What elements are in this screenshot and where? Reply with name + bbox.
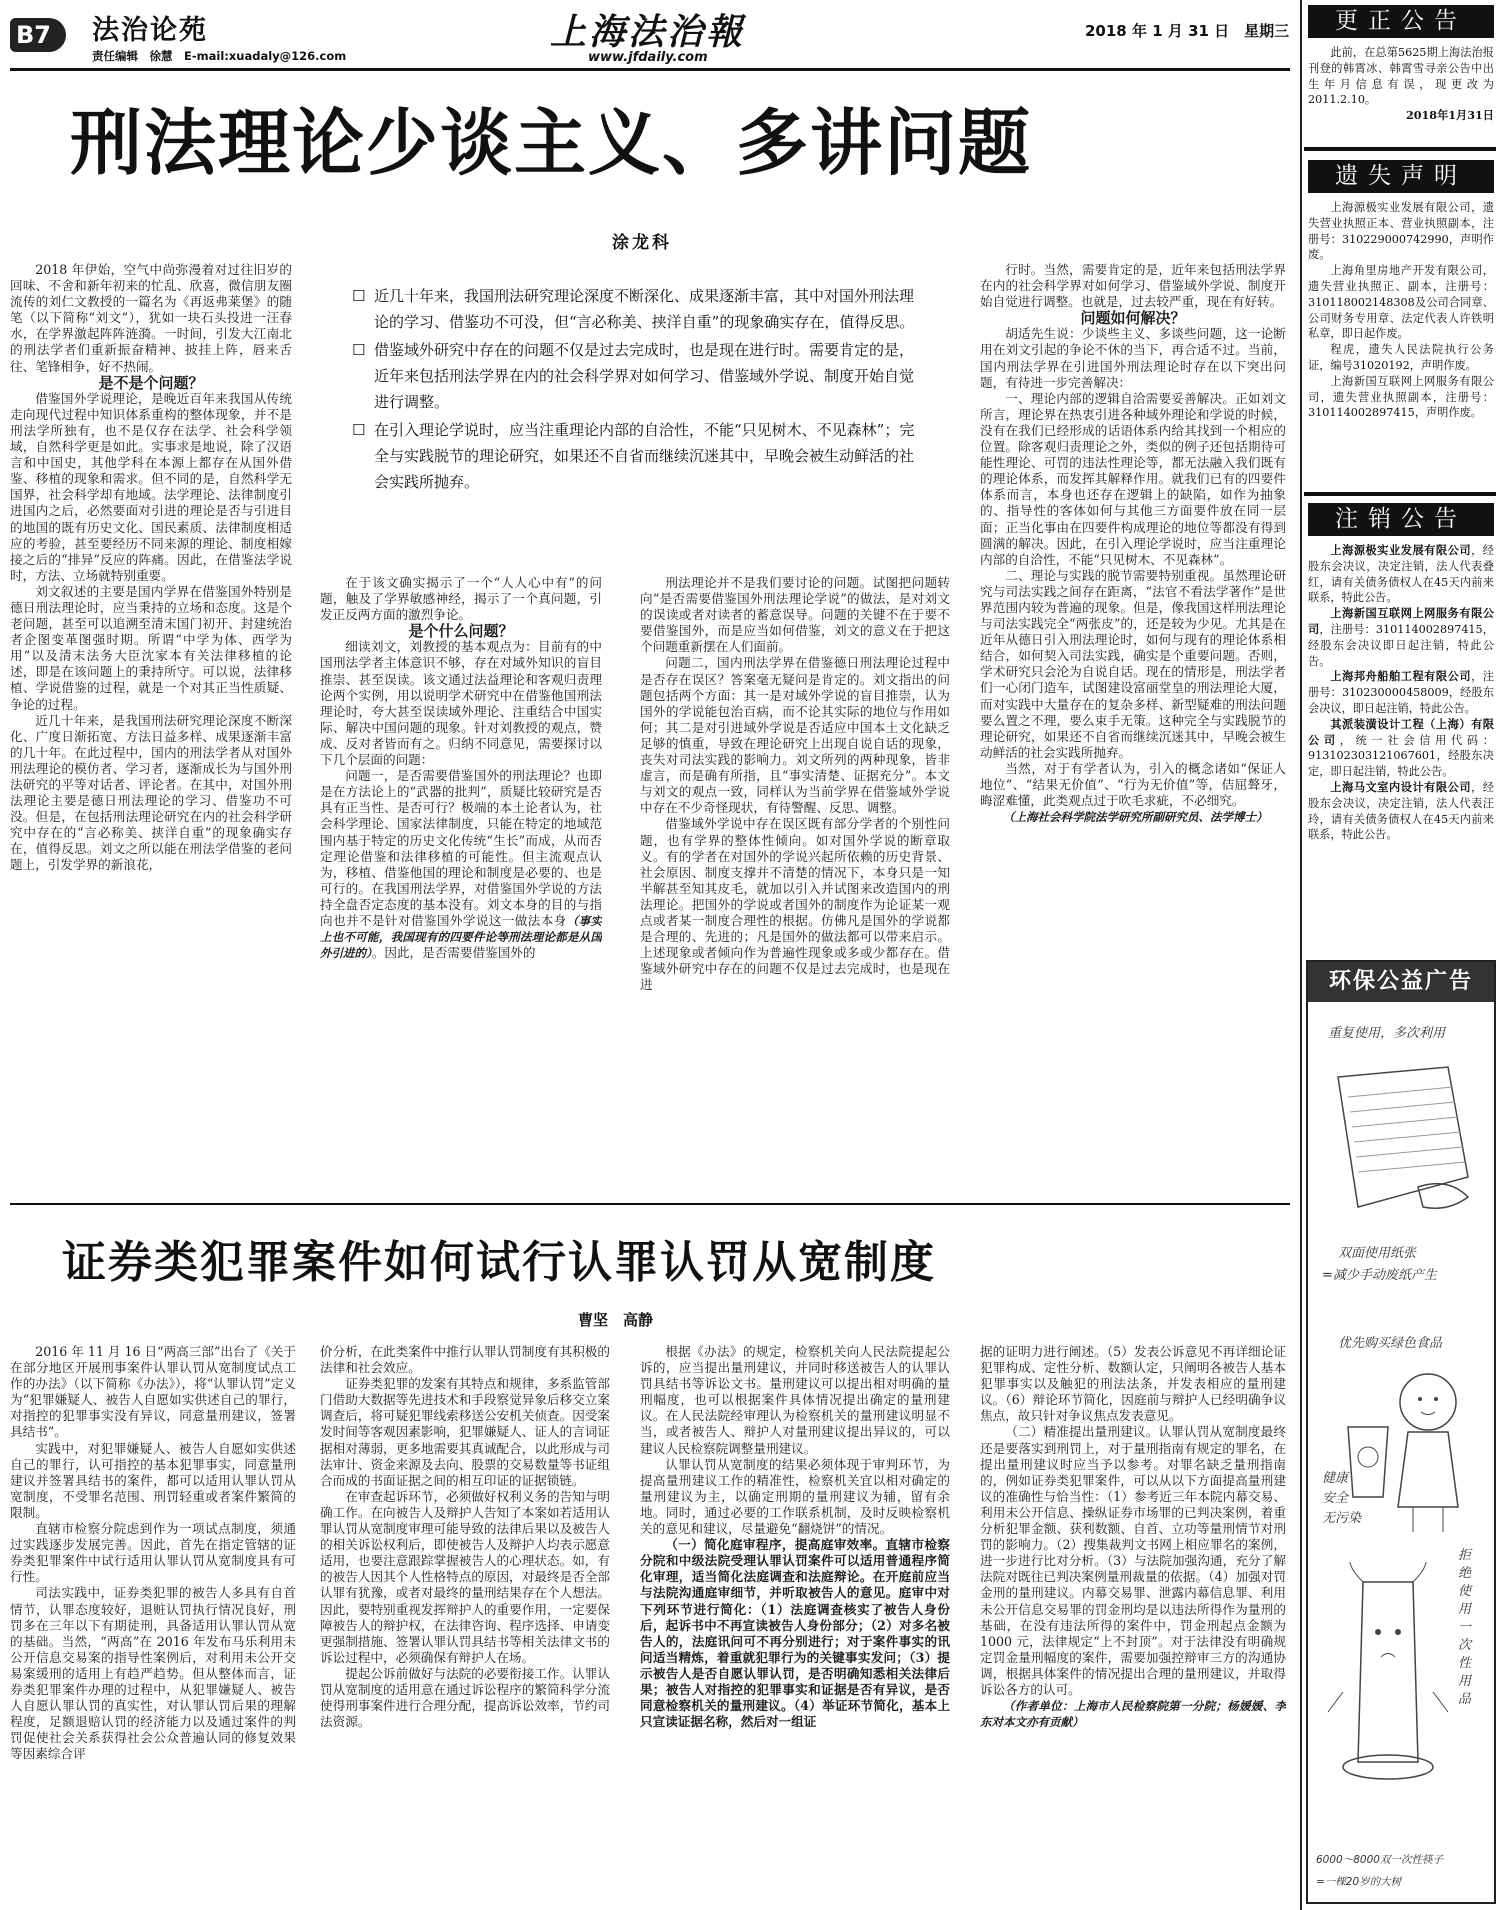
company-name: 上海邦舟船舶工程有限公司 bbox=[1330, 669, 1472, 684]
company-name: 上海新国互联网上网服务有限公司 bbox=[1308, 606, 1494, 636]
notice-text: ，注册号：310230000458009，经股东会决议，即日起注销，特此公告。 bbox=[1308, 670, 1494, 715]
correction-notice bbox=[1308, 45, 1494, 140]
subheading: 是不是个问题？ bbox=[98, 373, 204, 392]
article1-title: 刑法理论少谈主义、多讲问题 bbox=[70, 101, 1033, 185]
ad-note: 健康 bbox=[1322, 1471, 1349, 1486]
paragraph: 在于该文确实揭示了一个“人人心中有”的问题，触及了学界敏感神经，揭示了一个真问题，引发正反两方面的激烈争论。 bbox=[320, 575, 602, 623]
ad-title: 环保公益广告 bbox=[1308, 962, 1494, 1002]
article1-column-3 bbox=[640, 575, 950, 1187]
article1-author: 涂龙科 bbox=[612, 233, 672, 253]
ad-note: 安全 bbox=[1322, 1491, 1349, 1506]
header-rule bbox=[10, 68, 1290, 71]
summary-bullet bbox=[352, 337, 922, 415]
company-name: 上海源极实业发展有限公司 bbox=[1330, 543, 1472, 557]
cancellation-notices bbox=[1308, 543, 1494, 963]
paragraph: 胡适先生说：少谈些主义、多谈些问题，这一论断用在刘文引起的争论不休的当下，再合适不过。当前，国内刑法学界在引进国外刑法理论时存在以下突出问题，有待进一步完善解决： bbox=[980, 326, 1286, 390]
website-url[interactable]: www.jfdaily.com bbox=[588, 50, 708, 65]
sidebar-border bbox=[1300, 0, 1302, 1910]
editor-line: 责任编辑 徐慧 E-mail:xuadaly@126.com bbox=[92, 49, 347, 63]
paragraph: 认罪认罚从宽制度的结果必须体现于审判环节，为提高量刑建议工作的精准性，检察机关宜以相对确定的量刑建议为主，以确定刑期的量刑建议为辅，留有余地。同时，通过必要的工作联系机制，及时反映检察机关的意见和建议，尽量避免“翻烧饼”的情况。 bbox=[640, 1456, 950, 1537]
article2-column-2 bbox=[320, 1344, 610, 1904]
paragraph: 刑法理论并不是我们要讨论的问题。试图把问题转向“是否需要借鉴国外刑法理论学说”的做法，是对刘文的误读或者对读者的蓄意误导。问题的关键不在于要不要借鉴国外，而是应当如何借鉴，刘文的意义在于把这个问题重新摆在人们面前。 bbox=[640, 575, 950, 655]
ad-note: 优先购买绿色食品 bbox=[1338, 1336, 1443, 1351]
paragraph: 刘文叙述的主要是国内学界在借鉴国外特别是德日刑法理论时，应当秉持的立场和态度。这是个老问题，甚至可以追溯至清末国门初开、封建统治者企图变革图强时期。所谓“中学为体、西学为用”以及清末法务大臣沈家本有关法律移植的论述，即是在该问题上的秉持所守。可以说，法律移植、学说借鉴的过程，就是一个对其正当性质疑、争论的过程。 bbox=[10, 583, 292, 712]
paragraph: 问题二，国内刑法学界在借鉴德日刑法理论过程中是否存在误区？答案毫无疑问是肯定的。刘文指出的问题包括两个方面：其一是对域外学说的盲目推崇，认为国外的学说能包治百病，而不论其实际的地位与作用如何；其二是对引进域外学说是否适应中国本土文化缺乏足够的慎重，导致在理论研究上出现自说自话的现象，丧失对司法实践的影响力。刘文所列的两种现象，皆非虚言，而是确有所指，且“事实清楚、证据充分”。本文与刘文的观点一致，同样认为当前学界在借鉴域外学说中存在不少奇怪现状，有待警醒、反思、调整。 bbox=[640, 655, 950, 816]
paragraph: 证券类犯罪的发案有其特点和规律，多系监管部门借助大数据等先进技术和手段察觉异象后移交立案调查后，将可疑犯罪线索移送公安机关侦查。因受案发时间等客观因素影响，犯罪嫌疑人、证人的言词证据相对薄弱，更多地需要其真诚配合，以此形成与司法审计、资金来源及去向、股票的交易数量等书证组合而成的书面证据之间的相互印证的证据锁链。 bbox=[320, 1376, 610, 1488]
article1-column-4 bbox=[980, 262, 1286, 1187]
paragraph: 近几十年来，是我国刑法研究理论深度不断深化、广度日渐拓宽、方法日益多样、成果逐渐丰富的几十年。在此过程中，国内的刑法学者从对国外刑法理论的模仿者、学习者，逐渐成长为与国外刑法研究的平等对话者、评论者。在其中，对国外刑法理论主要是德日刑法理论的学习、借鉴功不可没。但是，在包括刑法理论研究在内的社会科学研究中存在的“言必称美、挟洋自重”的现象确实存在，值得反思。刘文之所以能在刑法学借鉴的老问题上，引发学界的新浪花， bbox=[10, 712, 292, 873]
paragraph: 行时。当然，需要肯定的是，近年来包括刑法学界在内的社会科学界对如何学习、借鉴域外学说、制度开始自觉进行调整。也就是，过去较严重，现在有好转。 bbox=[980, 262, 1286, 310]
ad-note: 6000～8000双一次性筷子 bbox=[1316, 1854, 1443, 1866]
notice-item bbox=[1308, 543, 1494, 606]
section-name: 法治论苑 bbox=[92, 15, 208, 46]
paragraph: （一）简化庭审程序，提高庭审效率。直辖市检察分院和中级法院受理认罪认罚案件可以适用普通程序简化审理，适当简化法庭调查和法庭辩论。在开庭前应当与法院沟通庭审细节，并听取被告人的意见。庭审中对下列环节进行简化：（1）法庭调查核实了被告人身份后，起诉书中不再宣读被告人身份部分；（2）对多名被告人的，法庭讯问可不再分别进行；对于案件事实的讯问适当精炼，着重就犯罪行为的关键事实发问；（3）提示被告人是否自愿认罪认罚，是否明确知悉相关法律后果；被告人对指控的犯罪事实和证据是否有异议，是否同意检察机关的量刑建议。（4）举证环节简化，基本上只宣读证据名称，然后对一组证 bbox=[640, 1537, 950, 1730]
summary-bullets bbox=[352, 283, 922, 497]
notice-item bbox=[1308, 717, 1494, 780]
notice-item: 上海角里房地产开发有限公司，遗失营业执照正、副本，注册号：310118002148308及公司合同章、公司财务专用章、法定代表人许铁明私章，即日起作废。 bbox=[1308, 264, 1494, 341]
summary-bullet bbox=[352, 283, 922, 335]
paragraph: 细读刘文，刘教授的基本观点为：目前有的中国刑法学者主体意识不够，存在对域外知识的盲目推崇、甚至误读。该文通过法益理论和客观归责理论两个实例，用以说明学术研究中在借鉴他国刑法理论时，夸大甚至误读域外理论、注重结合中国实际、解决中国问题的现象。针对刘教授的观点，赞成、反对者皆而有之。归纳不同意见，需要探讨以下几个层面的问题： bbox=[320, 639, 602, 768]
cancellation-header: 注销公告 bbox=[1308, 503, 1494, 536]
lost-notices bbox=[1308, 200, 1494, 490]
paragraph: 价分析，在此类案件中推行认罪认罚制度有其积极的法律和社会效应。 bbox=[320, 1344, 610, 1376]
paragraph: 提起公诉前做好与法院的必要衔接工作。认罪认罚从宽制度的适用意在通过诉讼程序的繁简科学分流使得刑事案件进行合理分配，提高诉讼效率，节约司法资源。 bbox=[320, 1665, 610, 1730]
ad-note: =减少手动废纸产生 bbox=[1322, 1268, 1437, 1283]
notice-date: 2018年1月31日 bbox=[1405, 108, 1494, 123]
bullet-text: 在引入理论学说时，应当注重理论内部的自洽性，不能“只见树木、不见森林”；完全与实践脱节的理论研究，如果还不自省而继续沉迷其中，早晚会被生动鲜活的社会实践所抛弃。 bbox=[374, 421, 915, 491]
checkbox-icon: ☐ bbox=[352, 287, 366, 305]
paragraph: 二、理论与实践的脱节需要特别重视。虽然理论研究与司法实践之间存在距离，“法官不看法学著作”是世界范围内较为普遍的现象。但是，像我国这样刑法理论与司法实践完全“两张皮”的，还是较为少见。尤其是在近年从德日引入刑法理论时，如何与现有的理论体系相结合，如何契入司法实践，确实是个重要问题。否则，学术研究只会沦为自说自话。现在的情形是，刑法学者们一心闭门造车，试图建设富丽堂皇的刑法理论大厦，而对实践中大量存在的复杂多样、新型疑难的刑法问题要么置之不理，要么束手无策。这种完全与实践脱节的理论研究，如果还不自省而继续沉迷其中，早晚会被生动鲜活的社会实践所抛弃。 bbox=[980, 567, 1286, 760]
parenthetical-note: （事实上也不可能，我国现有的四要件论等刑法理论都是从国外引进的） bbox=[320, 913, 602, 961]
paragraph: 根据《办法》的规定，检察机关向人民法院提起公诉的，应当提出量刑建议，并同时移送被告人的认罪认罚具结书等诉讼文书。量刑建议可以提出相对明确的量刑幅度，也可以根据案件具体情况提出确定的量刑建议。在人民法院经审理认为检察机关的量刑建议明显不当，或者被告人、辩护人对量刑建议提出异议的，可以建议人民检察院调整量刑建议。 bbox=[640, 1344, 950, 1456]
sidebar-divider bbox=[1304, 492, 1496, 496]
notice-item bbox=[1308, 780, 1494, 843]
paragraph: 2016 年 11 月 16 日“两高三部”出台了《关于在部分地区开展刑事案件认罪认罚从宽制度试点工作的办法》（以下简称《办法》），将“认罪认罚”定义为“犯罪嫌疑人、被告人自愿如实供述自己的罪行，对指控的犯罪事实没有异议，同意量刑建议，签署具结书”。 bbox=[10, 1344, 296, 1440]
checkbox-icon: ☐ bbox=[352, 341, 366, 359]
ad-note: 无污染 bbox=[1322, 1511, 1362, 1526]
paragraph-text: 问题一，是否需要借鉴国外的刑法理论？也即是在方法论上的“武器的批判”，质疑比较研究是否具有正当性、是否可行？极端的本土论者认为，社会科学理论、国家法律制度，只能在特定的地域范围内基于特定的历史文化传统“生长”而成，从而否定理论借鉴和法律移植的可能性。但主流观点认为，移植、借鉴他国的理论和制度是必要的、也是可行的。在我国刑法学界，对借鉴国外学说的方法持全盘否定态度的基本没有。刘文本身的目的与指向也并不是针对借鉴国外学说这一做法本身 bbox=[320, 768, 602, 928]
paragraph: 2018 年伊始，空气中尚弥漫着对过往旧岁的回味、不舍和新年初来的忙乱、欣喜，微信朋友圈流传的刘仁文教授的一篇名为《再返弗莱堡》的随笔（以下简称“刘文”），犹如一块石头投进一汪春水，在学界激起阵阵涟漪。一时间，引发大江南北的刑法学者们重新振奋精神、披挂上阵，唇来舌往、笔锋相争，好不热闹。 bbox=[10, 262, 292, 374]
paragraph-text: 。因此，是否需要借鉴国外的 bbox=[371, 945, 536, 961]
notice-text: ，经股东会决议，决定注销，法人代表汪玲，请有关债务债权人在45天内前来联系，特此公告。 bbox=[1308, 780, 1494, 842]
notice-text: ，统一社会信用代码：913102303121067601，经股东决定，即日起注销，特此公告。 bbox=[1308, 733, 1494, 779]
article2-column-3 bbox=[640, 1344, 950, 1904]
eco-ad bbox=[1306, 960, 1496, 1904]
notice-item bbox=[1308, 669, 1494, 716]
lost-notice-header: 遗失声明 bbox=[1308, 160, 1494, 193]
ad-note: 重复使用，多次利用 bbox=[1328, 1026, 1446, 1041]
page-badge: B7 bbox=[10, 18, 66, 52]
notice-item: 上海新国互联网上网服务有限公司，遗失营业执照副本，注册号：310114002897415，声明作废。 bbox=[1308, 374, 1494, 420]
paper-sheet-illustration bbox=[1328, 1057, 1478, 1217]
article-divider bbox=[10, 1203, 1290, 1205]
company-name: 其派装潢设计工程（上海）有限公司 bbox=[1308, 716, 1494, 747]
article1-column-1 bbox=[10, 262, 292, 1187]
summary-bullet bbox=[352, 417, 922, 495]
paragraph: 在审查起诉环节，必须做好权利义务的告知与明确工作。在向被告人及辩护人告知了本案如若适用认罪认罚从宽制度审理可能导致的法律后果以及被告人的相关诉讼权利后，即使被告人及辩护人均表示愿意适用，也要注意跟踪掌握被告人的心理状态。如，有的被告人因其个人性格特点的原因，对最终是否全部认罪有犹豫，或者对最终的量刑结果存在个人想法。因此，要特别重视发挥辩护人的重要作用，一定要保障被告人的辩护权，在法律咨询、程序选择、申请变更强制措施、签署认罪认罚具结书等相关法律文书的诉讼过程中，必须确保有辩护人在场。 bbox=[320, 1488, 610, 1665]
article2-title: 证券类犯罪案件如何试行认罪认罚从宽制度 bbox=[62, 1237, 936, 1288]
notice-text: 此前，在总第5625期上海法治报刊登的韩霄冰、韩霄雪寻亲公告中出生年月信息有误，现更改为2011.2.10。 bbox=[1308, 46, 1494, 107]
masthead-logo: 上海法治報 bbox=[550, 11, 746, 53]
bullet-text: 借鉴域外研究中存在的问题不仅是过去完成时，也是现在进行时。需要肯定的是，近年来包括刑法学界在内的社会科学界对如何学习、借鉴域外学说、制度开始自觉进行调整。 bbox=[374, 341, 915, 411]
article2-column-1 bbox=[10, 1344, 296, 1904]
paragraph: 据的证明力进行阐述。（5）发表公诉意见不再详细论证犯罪构成、定性分析、数额认定，只阐明各被告人基本犯罪事实以及触犯的刑法法条，并发表相应的量刑建议。（6）辩论环节简化，因庭前与辩护人已经明确争议焦点，故只针对争议焦点发表意见。 bbox=[980, 1344, 1286, 1424]
ad-note: 双面使用纸张 bbox=[1338, 1246, 1417, 1261]
company-name: 上海马文室内设计有限公司 bbox=[1330, 779, 1472, 794]
ad-note: =一棵20岁的大树 bbox=[1316, 1876, 1402, 1888]
paragraph: 实践中，对犯罪嫌疑人、被告人自愿如实供述自己的罪行，认可指控的基本犯罪事实，同意量刑建议并签署具结书的案件，都可以适用认罪认罚从宽制度，不受罪名范围、刑罚轻重或者案件繁简的限制。 bbox=[10, 1440, 296, 1520]
paragraph: （二）精准提出量刑建议。认罪认罚从宽制度最终还是要落实到刑罚上，对于量刑指南有规定的罪名，在提出量刑建议时应当予以参考。对罪名缺乏量刑指南的，例如证券类犯罪案件，可以从以下方面提高量刑建议的准确性与恰当性：（1）参考近三年本院内幕交易、利用未公开信息、操纵证券市场罪的已判决案例，着重分析犯罪金额、获利数额、自首、立功等量刑情节对刑罚的影响力。（2）搜集裁判文书网上相应罪名的案例，进一步进行比对分析。（3）与法院加强沟通，充分了解法院对既往已判决案例量刑裁量的依据。（4）加强对罚金刑的量刑建议。内幕交易罪、泄露内幕信息罪、利用未公开信息交易罪的罚金刑均是以违法所得作为量刑的基础，在没有违法所得的案件中，罚金刑起点金额为 1000 元，法律规定“上不封顶”。对于法律没有明确规定罚金量刑幅度的案件，需要加强控辩审三方的沟通协调，根据具体案件的情况提出合理的量刑建议，并取得诉讼各方的认可。 bbox=[980, 1424, 1286, 1697]
correction-header: 更正公告 bbox=[1308, 5, 1494, 38]
paragraph: 借鉴国外学说理论，是晚近百年来我国从传统走向现代过程中知识体系重构的整体现象，并不是刑法学所独有，也不是仅存在法学、社会科学领域，自然科学更是如此。实事求是地说，除了汉语言和中国史，其他学科在本源上都存在从国外借鉴、移植的现象和需求。但不同的是，自然科学无国界，社会科学却有地域。法学理论、法律制度引进国内之后，必然要面对引进的理论是否与引进目的地国的既有历史文化、国民素质、法律制度相适应的考验，甚至要经历不同来源的理论、制度相嫁接之后的“排异”反应的阵痛。因此，在借鉴法学说时，方法、立场就特别重要。 bbox=[10, 390, 292, 583]
tree-stump-illustration bbox=[1323, 1562, 1453, 1792]
author-affiliation: （上海社会科学院法学研究所副研究员、法学博士） bbox=[1003, 810, 1268, 825]
paragraph: 当然，对于有学者认为，引入的概念诸如“保证人地位”、“结果无价值”、“行为无价值”等，佶屈聱牙，晦涩难懂，此类观点过于吹毛求疵，不必细究。 bbox=[980, 760, 1286, 809]
issue-date: 2018 年 1 月 31 日 星期三 bbox=[1085, 22, 1290, 40]
bullet-text: 近几十年来，我国刑法研究理论深度不断深化、成果逐渐丰富，其中对国外刑法理论的学习、借鉴功不可没，但“言必称美、挟洋自重”的现象确实存在，值得反思。 bbox=[374, 287, 915, 331]
notice-item: 上海源极实业发展有限公司，遗失营业执照正本、营业执照副本，注册号：310229000742990，声明作废。 bbox=[1308, 201, 1494, 262]
checkbox-icon: ☐ bbox=[352, 421, 366, 439]
paragraph: 一、理论内部的逻辑自洽需要妥善解决。正如刘文所言，理论界在热衷引进各种域外理论和学说的时候，没有在我们已经形成的话语体系内给其找到一个相应的位置。除客观归责理论之外，类似的例子还包括期待可能性理论、可罚的违法性理论等，都无法融入我们既有的理论体系，而发挥其解释作用。就我们已有的四要件体系而言，本身也还存在逻辑上的缺陷，如作为抽象的、指导性的客体如何与其他三方面要件放在同一层面；正当化事由在四要件构成理论的地位等都没有得到圆满的解决。因此，在引入理论学说时，应当注重理论内部的自洽性，不能“只见树木、不见森林”。 bbox=[980, 390, 1286, 567]
paragraph: 司法实践中，证券类犯罪的被告人多具有自首情节，认罪态度较好，退赃认罚执行情况良好，刑罚多在三年以下有期徒刑，具备适用认罪认罚从宽的基础。当然，“两高”在 2016 年发布马乐利用未公开信息交易案的指导性案例后，对利用未公开交易案缓刑的适用上有趋严趋势。但从整体而言，证券类犯罪案件办理的过程中，从犯罪嫌疑人、被告人自愿认罪认罚的真实性，对认罪认罚后果的理解程度，足额退赔认罚的经济能力以及通过案件的判罚促使社会关系获得社会公众普遍认同的修复效果等因素综合评 bbox=[10, 1585, 296, 1762]
sidebar-divider bbox=[1304, 147, 1496, 151]
paragraph bbox=[320, 768, 602, 961]
notice-item bbox=[1308, 606, 1494, 669]
article2-authors: 曹坚 高静 bbox=[578, 1311, 654, 1329]
subheading: 是个什么问题？ bbox=[408, 622, 514, 641]
notice-text: ，经股东会决议，决定注销，法人代表叠红，请有关债务债权人在45天内前来联系，特此公告。 bbox=[1308, 544, 1494, 605]
paragraph: 直辖市检察分院虑到作为一项试点制度，须通过实践逐步发展完善。因此，首先在指定管辖的证券类犯罪案件中试行适用认罪认罚从宽制度具有可行性。 bbox=[10, 1521, 296, 1585]
article2-column-4 bbox=[980, 1344, 1286, 1904]
paragraph: 借鉴域外学说中存在误区既有部分学者的个别性问题，也有学界的整体性倾向。如对国外学说的断章取义。有的学者在对国外的学说兴起所依赖的历史背景、社会原因、制度支撑并不清楚的情况下，本身只是一知半解甚至知其皮毛，就加以引入并试图来改造国内的刑法理论。把国外的学说或者国外的制度作为论证某一观点或者某一制度合理性的根据。仿佛凡是国外的学说都是合理的、先进的；凡是国外的做法都可以带来启示。上述现象或者倾向作为普遍性现象或多或少都存在。借鉴域外研究中存在的问题不仅是过去完成时，也是现在进 bbox=[640, 816, 950, 993]
subheading: 问题如何解决？ bbox=[1080, 309, 1186, 328]
author-affiliation: （作者单位：上海市人民检察院第一分院；杨媛媛、李东对本文亦有贡献） bbox=[980, 1699, 1286, 1730]
notice-item: 程虎，遗失人民法院执行公务证，编号31020192，声明作废。 bbox=[1308, 343, 1494, 372]
ad-note: 拒绝使用一次性用品 bbox=[1458, 1548, 1472, 1707]
notice-text: ，注册号：310114002897415，经股东会决议即日起注销，特此公告。 bbox=[1308, 622, 1494, 668]
article1-column-2 bbox=[320, 575, 602, 1187]
